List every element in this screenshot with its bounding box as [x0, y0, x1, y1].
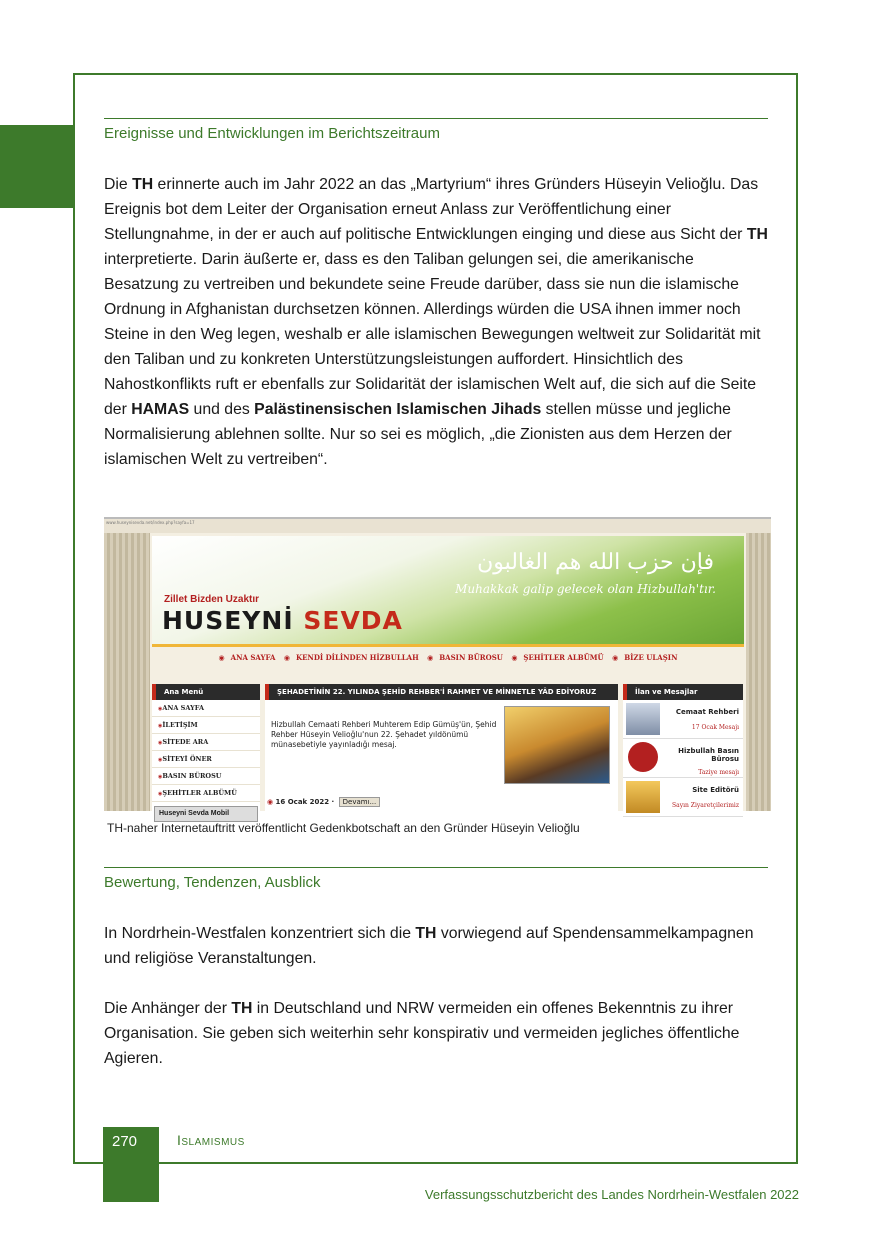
- website-screenshot: [104, 517, 771, 817]
- menu-item[interactable]: ◉ ŞEHİTLER ALBÜMÜ: [152, 785, 260, 802]
- side-thumb-image: [626, 781, 660, 813]
- news-text: Hizbullah Cemaati Rehberi Muhterem Edip Gümüş'ün, Şehid Rehber Hüseyin Velioğlu'nun 22. Şehadet yıldönümü münasebetiyle yayınladığı mesaj.: [271, 720, 497, 749]
- paragraph-events: Die TH erinnerte auch im Jahr 2022 an das „Martyrium“ ihres Gründers Hüseyin Velioğlu. Das Ereignis bot dem Leiter der Organisation erneut Anlass zur Veröffentlichung einer Stellungnahme, in der er auch auf politische Entwicklungen einging und diese aus Sicht der TH interpretierte. Darin äußerte er, dass es den Taliban gelungen sei, die amerikanische Besatzung zu vertreiben und bekundete seine Freude darüber, dass sie nun die islamische Ordnung in Afghanistan durchsetzen können. Allerdings würden die USA ihnen immer noch Steine in den Weg legen, weshalb er alle islamischen Bewegungen weltweit zur Solidarität mit den Taliban und zu konkreten Unterstützungsleistungen auffordert. Hinsichtlich des Nahostkonflikts ruft er ebenfalls zur Solidarität der islamischen Welt auf, die sich auf die Seite der HAMAS und des Palästinensischen Islamischen Jihads stellen müsse und jegliche Normalisierung ablehnen sollte. Nur so sei es möglich, „die Zionisten aus dem Herzen der islamischen Welt zu vertreiben“.: [104, 176, 768, 468]
- news-date: ◉ 16 Ocak 2022 · Devamı...: [267, 797, 380, 807]
- chapter-label: Islamismus: [177, 1132, 245, 1148]
- paragraph-followers: Die Anhänger der TH in Deutschland und NRW vermeiden ein offenes Bekenntnis zu ihrer Organisation. Sie geben sich weiterhin sehr konspirativ und vermeiden jegliches öffentliche Agieren.: [104, 1000, 740, 1067]
- nav-self[interactable]: KENDİ DİLİNDEN HİZBULLAH: [296, 653, 419, 662]
- banner-slogan: Muhakkak galip gelecek olan Hizbullah'tır.: [455, 582, 716, 596]
- site-news-column: [265, 684, 618, 811]
- nav-contact[interactable]: BİZE ULAŞIN: [624, 653, 678, 662]
- screenshot-left-border: [104, 533, 150, 811]
- publication-title: Verfassungsschutzbericht des Landes Nordrhein-Westfalen 2022: [424, 1187, 799, 1202]
- site-top-nav: ◉ ANA SAYFA ◉ KENDİ DİLİNDEN HİZBULLAH ◉ BASIN BÜROSU ◉ ŞEHİTLER ALBÜMÜ ◉ BİZE ULAŞIN: [218, 653, 678, 662]
- site-left-menu: [152, 684, 260, 817]
- screenshot-right-border: [746, 533, 771, 811]
- screenshot-page: [150, 533, 746, 817]
- menu-item[interactable]: ◉ BASIN BÜROSU: [152, 768, 260, 785]
- side-thumb-image: [626, 703, 660, 735]
- menu-item[interactable]: ◉ İLETİŞİM: [152, 717, 260, 734]
- page-number-box: [103, 1127, 159, 1202]
- banner-arabic-text: فإن حزب الله هم الغالبون: [477, 550, 714, 575]
- side-item[interactable]: Cemaat Rehberi 17 Ocak Mesajı: [623, 700, 743, 739]
- side-title: İlan ve Mesajlar: [623, 684, 743, 700]
- read-more-button[interactable]: Devamı...: [339, 797, 381, 807]
- menu-item[interactable]: ◉ SİTEDE ARA: [152, 734, 260, 751]
- side-item[interactable]: Hizbullah Basın Bürosu Taziye mesajı: [623, 739, 743, 778]
- news-portrait-image: [504, 706, 610, 784]
- figure-caption: TH-naher Internetauftritt veröffentlicht Gedenkbotschaft an den Gründer Hüseyin Velioğlu: [107, 821, 580, 835]
- section-rule: [104, 118, 768, 119]
- nav-album[interactable]: ŞEHİTLER ALBÜMÜ: [523, 653, 604, 662]
- paragraph-nrw-activities: In Nordrhein-Westfalen konzentriert sich die TH vorwiegend auf Spendensammelkampagnen und religiöse Veranstaltungen.: [104, 925, 754, 967]
- menu-item[interactable]: ◉ ANA SAYFA: [152, 700, 260, 717]
- side-thumb-logo: [628, 742, 658, 772]
- menu-title: Ana Menü: [152, 684, 260, 700]
- news-title: ŞEHADETİNİN 22. YILINDA ŞEHİD REHBER'İ RAHMET VE MİNNETLE YÂD EDİYORUZ: [265, 684, 618, 700]
- nav-press[interactable]: BASIN BÜROSU: [439, 653, 503, 662]
- menu-footer-link[interactable]: Huseyni Sevda Mobil: [154, 806, 258, 822]
- section-title-assessment: Bewertung, Tendenzen, Ausblick: [104, 874, 321, 891]
- page-number: 270: [112, 1133, 138, 1150]
- site-logo: HUSEYNİ SEVDA: [162, 606, 403, 635]
- section-rule: [104, 867, 768, 868]
- section-title-events: Ereignisse und Entwicklungen im Berichtszeitraum: [104, 125, 440, 142]
- banner-tagline: Zillet Bizden Uzaktır: [164, 594, 260, 605]
- menu-item[interactable]: ◉ SİTEYİ ÖNER: [152, 751, 260, 768]
- side-item[interactable]: Site Editörü Sayın Ziyaretçilerimiz: [623, 778, 743, 817]
- nav-home[interactable]: ANA SAYFA: [230, 653, 276, 662]
- site-banner: [152, 536, 744, 647]
- screenshot-url: www.huseynisevda.net/index.php?sayfa=17: [106, 520, 195, 525]
- chapter-tab-marker: [0, 125, 74, 208]
- site-right-column: [623, 684, 743, 811]
